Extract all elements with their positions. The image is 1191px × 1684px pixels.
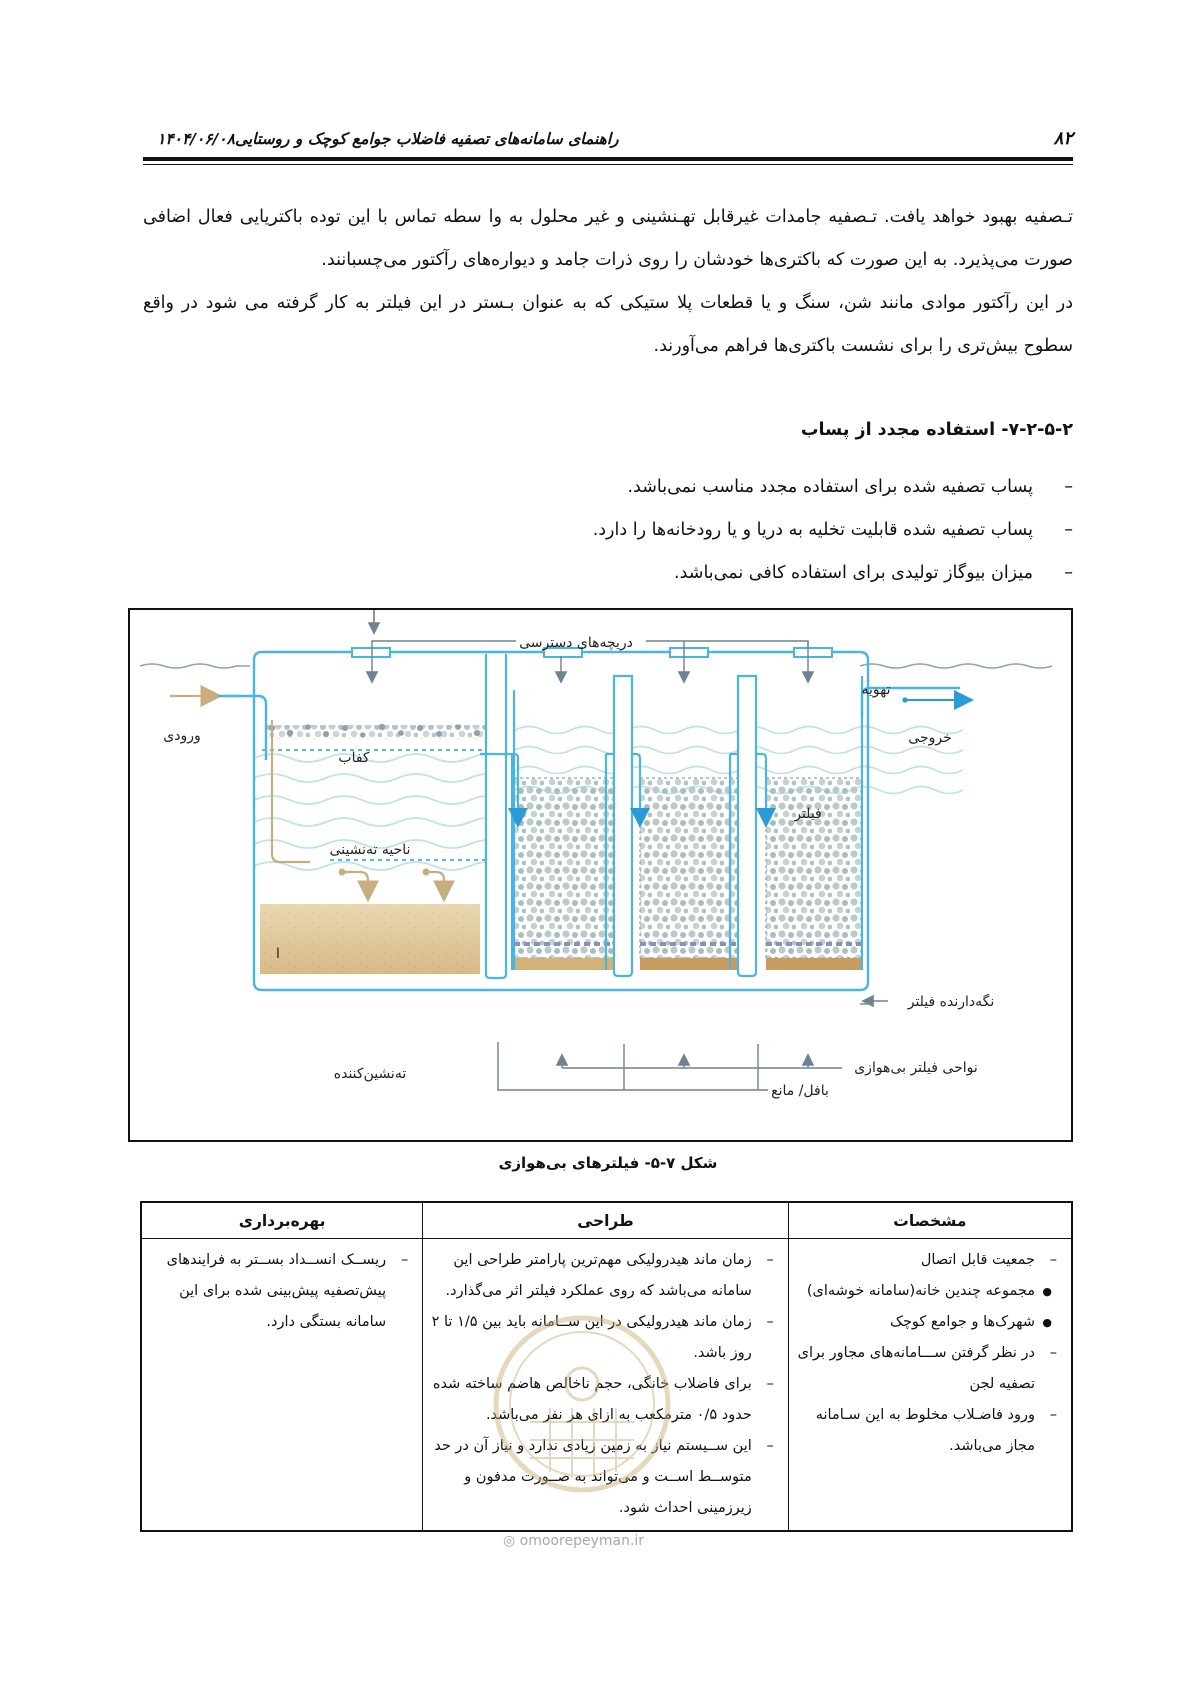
table-header-specs: مشخصات <box>788 1202 1072 1239</box>
list-item: – زمان ماند هیدرولیکی در این ســامانه باید بین ۱/۵ تا ۲ روز باشد. <box>431 1307 778 1369</box>
watermark-seal-icon <box>490 1312 675 1497</box>
list-item: – ریســک انســداد بســتر به فرایندهای پیش‌تصفیه پیش‌بینی شده برای این سامانه بستگی دارد. <box>150 1245 412 1338</box>
label-ventilation: تهویه <box>861 682 891 698</box>
list-item: ● شهرک‌ها و جوامع کوچک <box>797 1307 1061 1338</box>
table-header-design: طراحی <box>423 1202 789 1239</box>
list-item: – جمعیت قابل اتصال <box>797 1245 1061 1276</box>
header-title: راهنمای سامانه‌های تصفیه فاضلاب جوامع کوچک و روستایی <box>234 130 619 148</box>
label-scum: کفاب <box>338 750 370 766</box>
figure-overlay <box>128 608 1073 1142</box>
page-header <box>143 128 1073 156</box>
list-item: ● مجموعه چندین خانه(سامانه خوشه‌ای) <box>797 1276 1061 1307</box>
paragraph-text: تـصفیه بهبود خواهد یافت. تـصفیه جامدات غیرقابل تهـنشینی و غیر محلول به وا سطه تماس با این توده باکتریایی فعال اضافی صورت می‌پذیرد. به این صورت که باکتری‌ها خودشان را روی ذرات جامد و دیواره‌های رآکتور می‌چسبانند. <box>143 207 1073 270</box>
table-header-operation: بهره‌برداری <box>141 1202 423 1239</box>
bullet-list <box>373 466 1073 595</box>
header-rule-thick <box>143 157 1073 161</box>
label-filter-support: نگه‌دارنده فیلتر <box>907 994 995 1010</box>
list-item: – در نظر گرفتن ســـامانه‌های مجاور برای تصفیه لجن <box>797 1338 1061 1400</box>
paragraph-text: در این رآکتور موادی مانند شن، سنگ و یا قطعات پلا ستیکی که به عنوان بـستر در این فیلتر به کار گرفته می شود در واقع سطوح بیش‌تری را برای نشست باکتری‌ها فراهم می‌آورند. <box>143 293 1073 356</box>
label-baffle: بافل/ مانع <box>771 1083 829 1099</box>
header-date: ۱۴۰۴/۰۶/۰۸ <box>157 130 235 148</box>
watermark-url: ◎ omoorepeyman.ir <box>503 1533 645 1549</box>
list-item: – این ســیستم نیاز به زمین زیادی ندارد و نیاز آن در حد متوســط اســت و می‌تواند به صــورت مدفون و زیرزمینی احداث شود. <box>431 1431 778 1524</box>
list-item: – برای فاضلاب خانگی، حجم ناخالص هاضم ساخته شده حدود ۰/۵ مترمکعب به ازای هر نفر می‌باشد. <box>431 1369 778 1431</box>
table-cell-specs <box>788 1239 1072 1532</box>
paragraph-2 <box>143 282 1073 368</box>
table-cell-operation <box>141 1239 423 1532</box>
label-sludge-marker: ا <box>276 946 280 962</box>
watermark-text: omoorepeyman.ir <box>519 1533 645 1549</box>
figure-caption: شکل ۷-۵- فیلترهای بی‌هوازی <box>498 1154 718 1172</box>
running-title <box>143 130 619 148</box>
label-filter: فیلتر <box>794 806 822 822</box>
section-heading: ۷-۲-۵-۲- استفاده مجدد از پساب <box>800 420 1073 440</box>
paragraph-1 <box>143 196 1073 282</box>
page-number: ۸۲ <box>1053 128 1073 149</box>
label-inlet: ورودی <box>163 728 201 744</box>
label-access-hatches: دریچه‌های دسترسی <box>519 635 633 651</box>
list-item: – زمان ماند هیدرولیکی مهم‌ترین پارامتر طراحی این سامانه می‌باشد که روی عملکرد فیلتر اثر می‌گذارد. <box>431 1245 778 1307</box>
label-settling-zone: ناحیه ته‌نشینی <box>329 842 411 858</box>
label-outlet: خروجی <box>908 730 952 746</box>
header-rule-thin <box>143 164 1073 165</box>
bullet-item: – پساب تصفیه شده برای استفاده مجدد مناسب نمی‌باشد. <box>373 466 1073 509</box>
bullet-item: – میزان بیوگاز تولیدی برای استفاده کافی نمی‌باشد. <box>373 552 1073 595</box>
label-settler: ته‌نشین‌کننده <box>333 1066 407 1082</box>
bullet-item: – پساب تصفیه شده قابلیت تخلیه به دریا و یا رودخانه‌ها را دارد. <box>373 509 1073 552</box>
list-item: – ورود فاضـلاب مخلوط به این سـامانه مجاز می‌باشد. <box>797 1400 1061 1462</box>
label-anaerobic-zones: نواحی فیلتر بی‌هوازی <box>854 1060 978 1076</box>
